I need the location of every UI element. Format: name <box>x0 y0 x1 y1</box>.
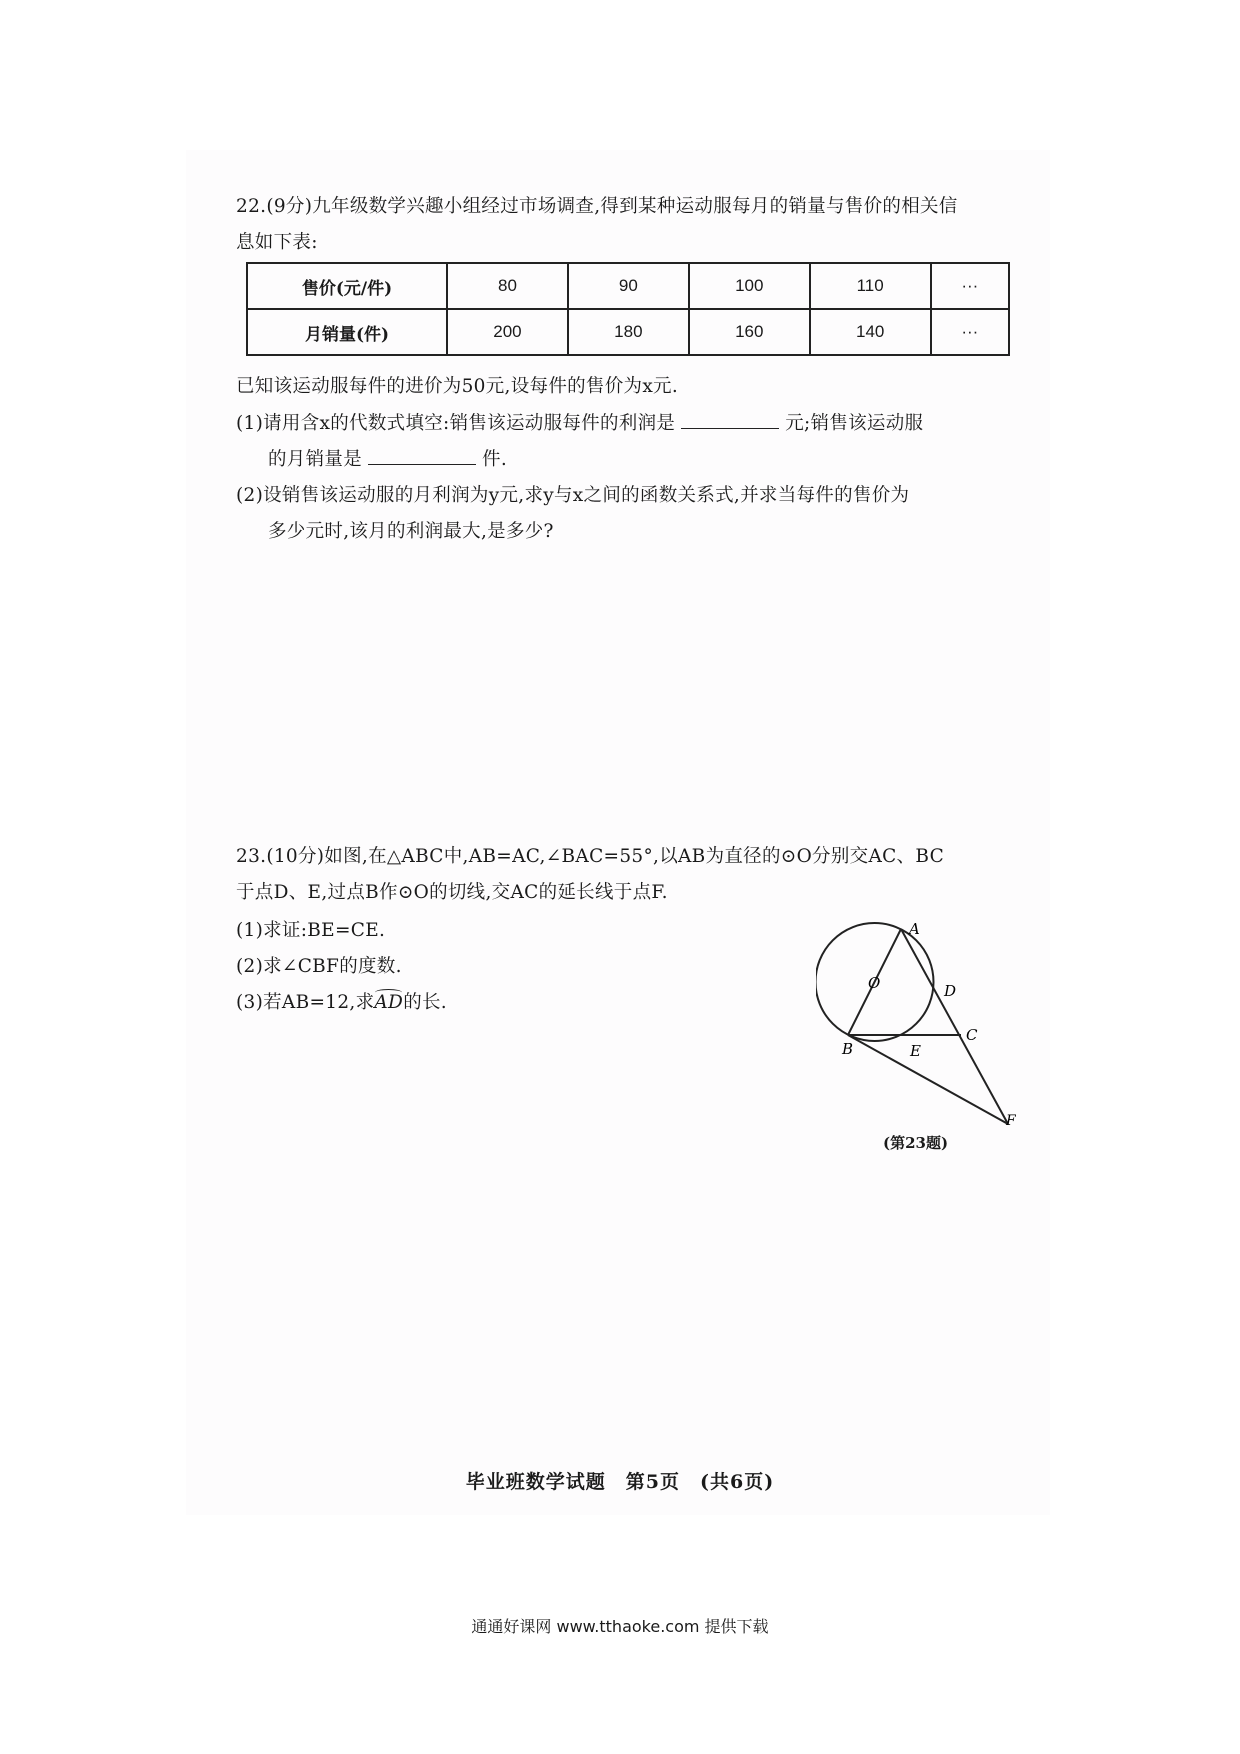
figure-caption: (第23题) <box>883 1134 949 1152</box>
answer-blank-profit[interactable] <box>681 427 779 429</box>
table-cell: 140 <box>810 309 931 355</box>
source-line: 通通好课网 www.tthaoke.com 提供下载 <box>471 1617 769 1636</box>
row-label-price: 售价(元/件) <box>247 263 447 309</box>
q23-part2: (2)求∠CBF的度数. <box>236 956 402 977</box>
page-footer: 毕业班数学试题 第5页 (共6页) <box>465 1471 775 1493</box>
arc-ad-label: AD <box>374 992 404 1013</box>
q23-part3-text-b: 的长. <box>403 992 447 1013</box>
table-cell: ··· <box>931 309 1009 355</box>
q22-heading-cont: 息如下表: <box>236 232 318 253</box>
row-label-sales: 月销量(件) <box>247 309 447 355</box>
price-sales-table <box>246 262 1010 356</box>
table-cell: 160 <box>689 309 810 355</box>
geometry-figure <box>816 920 1016 1130</box>
label-d: D <box>944 982 957 1000</box>
label-f: F <box>1006 1113 1016 1129</box>
table-row <box>247 309 1009 355</box>
q22-part1-line2 <box>268 445 507 471</box>
q23-part3-text-a: (3)若AB=12,求 <box>236 992 375 1013</box>
q22-part1-text-b: 元;销售该运动服 <box>785 413 924 434</box>
label-o: O <box>868 974 881 992</box>
label-e: E <box>910 1042 921 1060</box>
table-cell: 90 <box>568 263 689 309</box>
q22-part2-line1: (2)设销售该运动服的月利润为y元,求y与x之间的函数关系式,并求当每件的售价为 <box>236 485 910 506</box>
q22-heading: 22.(9分)九年级数学兴趣小组经过市场调查,得到某种运动服每月的销量与售价的相关信 <box>236 196 958 217</box>
answer-blank-sales[interactable] <box>368 463 476 465</box>
table-cell: 200 <box>447 309 568 355</box>
label-b: B <box>842 1040 854 1058</box>
q23-heading: 23.(10分)如图,在△ABC中,AB=AC,∠BAC=55°,以AB为直径的⊙O分别交AC、BC <box>236 846 945 867</box>
label-a: A <box>909 920 920 938</box>
q22-part1-text-d: 件. <box>482 449 507 470</box>
table-cell: 180 <box>568 309 689 355</box>
q23-part1: (1)求证:BE=CE. <box>236 920 386 941</box>
label-c: C <box>966 1026 978 1044</box>
table-cell: ··· <box>931 263 1009 309</box>
table-cell: 100 <box>689 263 810 309</box>
q23-part3 <box>236 988 447 1014</box>
table-cell: 80 <box>447 263 568 309</box>
q23-heading-cont: 于点D、E,过点B作⊙O的切线,交AC的延长线于点F. <box>236 882 668 903</box>
q22-part1-text-a: (1)请用含x的代数式填空:销售该运动服每件的利润是 <box>236 413 676 434</box>
q22-part1-text-c: 的月销量是 <box>268 449 363 470</box>
q22-known: 已知该运动服每件的进价为50元,设每件的售价为x元. <box>236 376 679 397</box>
q22-part1-line1 <box>236 409 923 435</box>
q22-part2-line2: 多少元时,该月的利润最大,是多少? <box>268 521 554 542</box>
table-row <box>247 263 1009 309</box>
table-cell: 110 <box>810 263 931 309</box>
